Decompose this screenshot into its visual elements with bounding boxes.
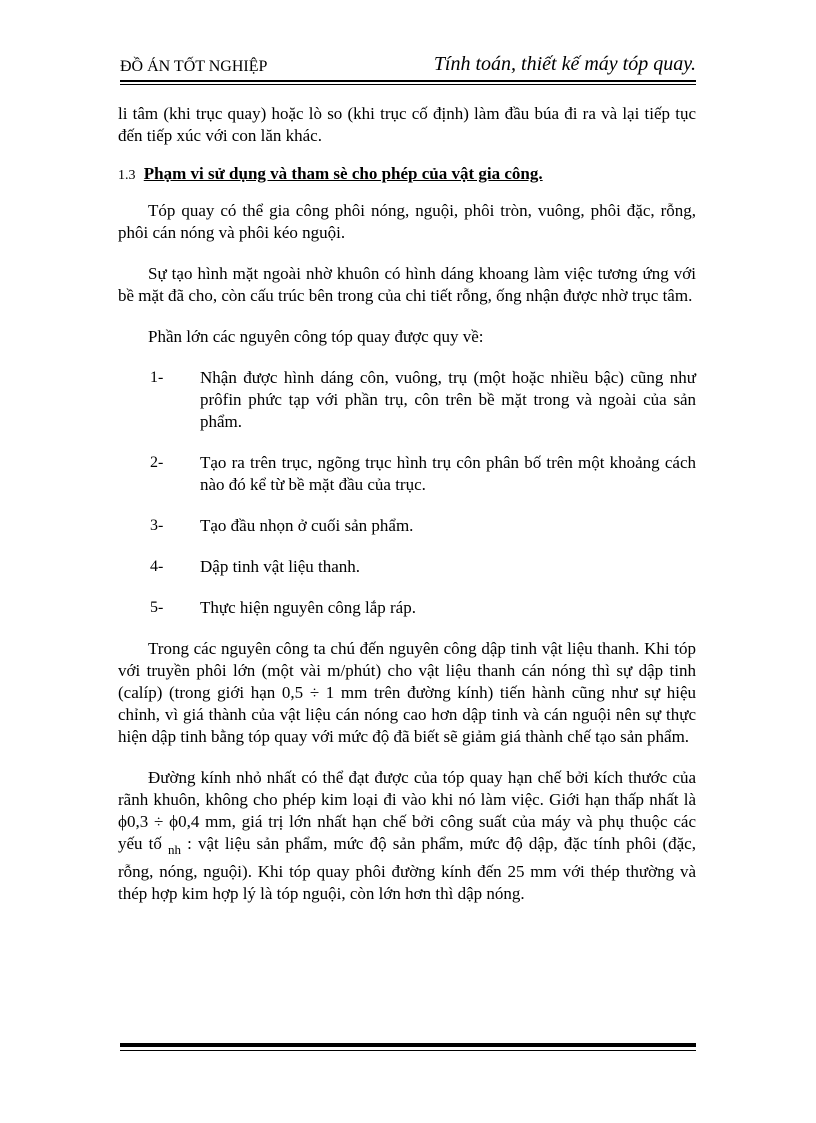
list-item — [118, 452, 696, 496]
paragraph: Sự tạo hình mặt ngoài nhờ khuôn có hình dáng khoang làm việc tương ứng với bề mặt đã cho, còn cấu trúc bên trong của chi tiết rỗng, ống nhận được nhờ trục tâm. — [118, 264, 696, 305]
operation-list — [118, 367, 696, 619]
list-item — [118, 367, 696, 433]
list-item-text: Tạo đầu nhọn ở cuối sản phẩm. — [200, 516, 414, 535]
list-item — [118, 597, 696, 619]
list-item-text: Dập tinh vật liệu thanh. — [200, 557, 361, 576]
paragraph: Phần lớn các nguyên công tóp quay được quy về: — [148, 327, 484, 346]
footer-rule — [120, 1043, 696, 1047]
intro-paragraph: li tâm (khi trục quay) hoặc lò so (khi trục cố định) làm đầu búa đi ra và lại tiếp tục đến tiếp xúc với con lăn khác. — [118, 104, 696, 145]
page-header — [120, 50, 696, 80]
list-item — [118, 515, 696, 537]
list-item — [118, 556, 696, 578]
paragraph: Trong các nguyên công ta chú đến nguyên công dập tinh vật liệu thanh. Khi tóp với truyền phôi lớn (một vài m/phút) cho vật liệu thanh cán nóng thì sự dập tinh (calíp) (trong giới hạn 0,5 ÷ 1 mm trên đường kính) tiến hành cũng như sự hiệu chỉnh, vì giá thành của vật liệu cán nóng cao hơn dập tinh và cán nguội nên sự thực hiện dập tinh bằng tóp quay với mức độ đã biết sẽ giảm giá thành chế tạo sản phẩm. — [118, 639, 696, 746]
section-number: 1.3 — [118, 168, 136, 183]
list-item-number: 4- — [150, 558, 164, 575]
header-title-left: ĐỒ ÁN TỐT NGHIỆP — [120, 58, 268, 75]
paragraph: Tóp quay có thể gia công phôi nóng, nguội, phôi tròn, vuông, phôi đặc, rỗng, phôi cán nóng và phôi kéo nguội. — [118, 201, 696, 242]
list-item-number: 3- — [150, 517, 164, 534]
header-rule — [120, 80, 696, 82]
section-heading — [118, 163, 696, 187]
final-paragraph-part2: : vật liệu sản phẩm, mức độ sản phẩm, mức độ dập, đặc tính phôi (đặc, rỗng, nóng, nguội). Khi tóp quay phôi đường kính đến 25 mm với thép thường và thép hợp kim hợp lý là tóp nguội, còn lớn hơn thì dập nóng. — [118, 834, 696, 903]
list-item-number: 5- — [150, 599, 164, 616]
list-item-text: Nhận được hình dáng côn, vuông, trụ (một hoặc nhiều bậc) cũng như prôfin phức tạp với phần trụ, côn trên bề mặt trong và ngoài của sản phẩm. — [200, 368, 696, 431]
document-body — [118, 103, 696, 924]
footer-rule-thin — [120, 1050, 696, 1051]
subscript-text: nh — [168, 842, 182, 857]
header-rule-thin — [120, 84, 696, 85]
list-item-text: Tạo ra trên trục, ngõng trục hình trụ côn phân bố trên một khoảng cách nào đó kể từ bề mặt đầu của trục. — [200, 453, 696, 494]
list-item-number: 2- — [150, 454, 164, 471]
section-title: Phạm vi sử dụng và tham sè cho phép của vật gia công. — [143, 164, 543, 183]
final-paragraph-part1: Đường kính nhỏ nhất có thể đạt được của tóp quay hạn chế bởi kích thước của rãnh khuôn, không cho phép kim loại đi vào khi nó làm việc. Giới hạn thấp nhất là ϕ0,3 ÷ ϕ0,4 mm, giá trị lớn nhất hạn chế bởi công suất của máy và phụ thuộc các yếu tố — [118, 768, 696, 853]
header-title-right: Tính toán, thiết kế máy tóp quay. — [433, 53, 696, 75]
list-item-number: 1- — [150, 369, 164, 386]
final-paragraph — [118, 767, 696, 905]
list-item-text: Thực hiện nguyên công lắp ráp. — [200, 598, 416, 617]
